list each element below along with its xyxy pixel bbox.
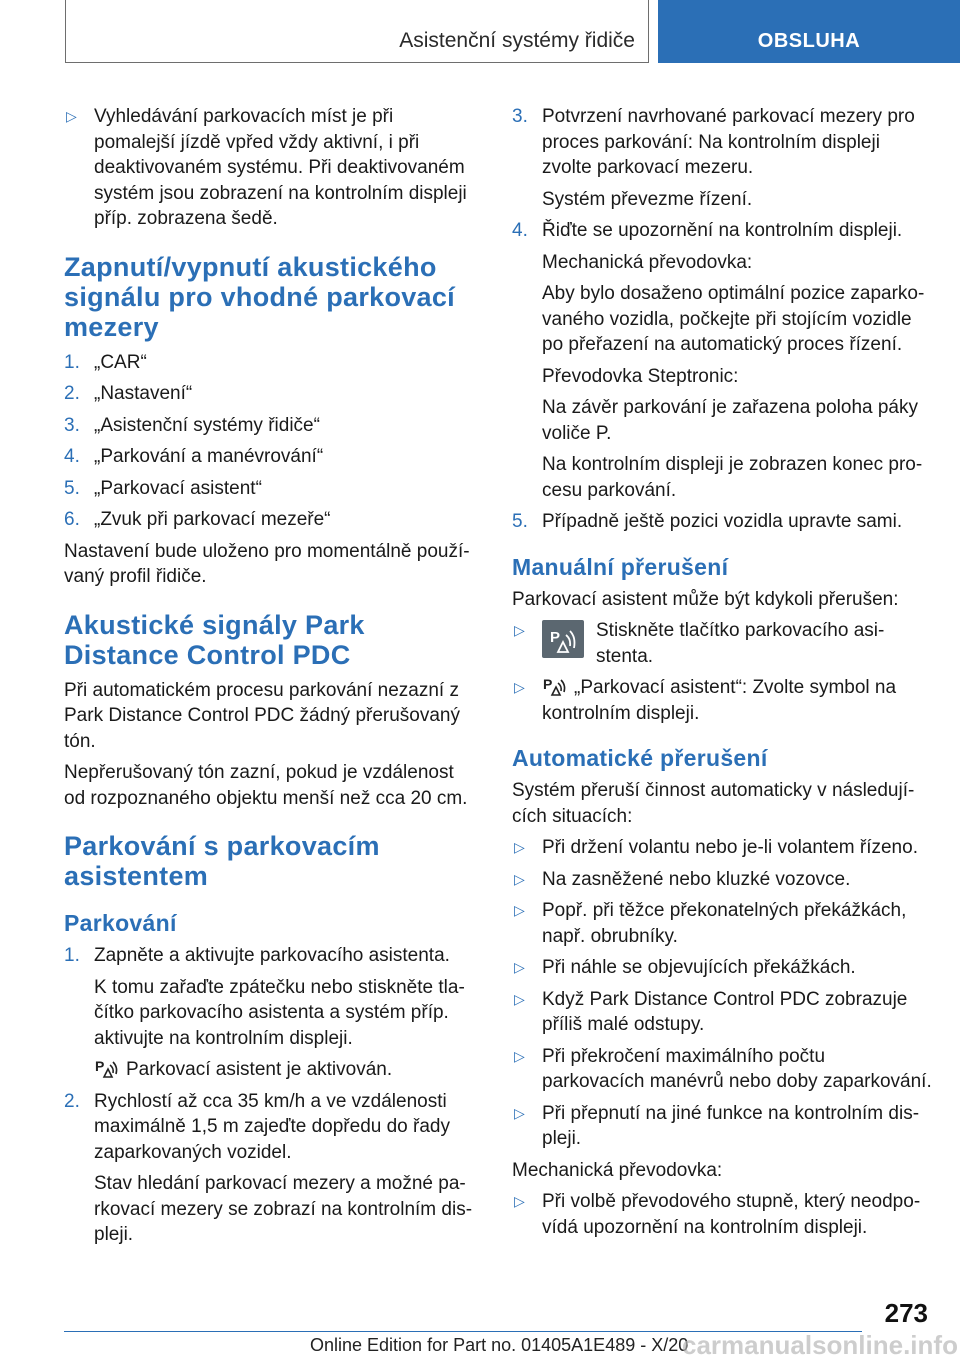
footer-edition: Online Edition for Part no. 01405A1E489 - X/20: [310, 1335, 689, 1355]
saved-note: Nastavení bude uloženo pro momentálně používaný profil řidiče.: [64, 540, 470, 587]
bullet-triangle-icon: ▷: [514, 1193, 525, 1209]
step-text: „Parkování a manévrování“: [94, 446, 324, 467]
subheading-manual-stop: Manuální přerušení: [512, 553, 729, 580]
heading-acoustic-signal: Zapnutí/vypnutí akustického signálu pro vhodné parkovací mezery: [64, 251, 455, 342]
step-number: 2.: [64, 383, 80, 404]
subheading-auto-stop: Automatické přerušení: [512, 745, 768, 771]
bullet-triangle-icon: ▷: [514, 1047, 525, 1064]
step-number: 2.: [64, 1090, 80, 1112]
subheading-parking: Parkování: [64, 910, 177, 936]
list-item: [64, 444, 478, 470]
step-icon-note: [94, 1057, 478, 1083]
heading-parking-assist: Parkování s parkovacím asistentem: [64, 831, 380, 891]
list-item-text: Popř. při těžce překonatelných překážkách, např. obrubníky.: [542, 900, 907, 947]
parking-assist-icon: [542, 675, 568, 697]
step-text: Potvrzení navrhované parkovací mezery pro proces parkování: Na kontrolním displeji zvolte parkovací mezeru.: [542, 106, 915, 178]
page-number: 273: [884, 1298, 928, 1328]
step-text: Rychlostí až cca 35 km/h a ve vzdálenosti maximálně 1,5 m zajeďte dopředu do řady zaparkovaných vozidel.: [94, 1090, 450, 1163]
list-item: [512, 987, 932, 1038]
list-item-text: Na zasněžené nebo kluzké vozovce.: [542, 868, 851, 890]
manual-gear-text: Aby bylo dosaženo optimální pozice zaparkovaného vozidla, počkejte při stojícím vozidle po přeřazení na automatický proces řízení.: [542, 283, 925, 355]
list-item: [512, 867, 932, 893]
list-item-text: Při náhle se objevujících překážkách.: [542, 957, 856, 978]
step-number: 5.: [64, 477, 80, 499]
menu-steps-list: [64, 350, 478, 533]
pdc-paragraph-2: Nepřerušovaný tón zazní, pokud je vzdálenost od rozpoznaného objektu menší než cca 20 cm.: [64, 762, 468, 809]
auto-stop-list: [512, 835, 932, 1152]
list-item: [512, 898, 932, 949]
list-item: [512, 675, 932, 726]
svg-text:P: P: [543, 676, 553, 692]
step-text: „Asistenční systémy řidiče“: [94, 414, 320, 436]
parking-assist-button-icon: [542, 620, 584, 658]
bullet-triangle-icon: ▷: [514, 1104, 525, 1121]
list-item-text: Když Park Distance Control PDC zobrazuje příliš malé odstupy.: [542, 988, 908, 1035]
svg-text:P: P: [550, 629, 561, 646]
step-number: 3.: [64, 414, 80, 436]
list-item: [64, 381, 478, 407]
bullet-triangle-icon: ▷: [514, 870, 525, 887]
step-text: „Nastavení“: [94, 383, 193, 404]
bullet-triangle-icon: ▷: [514, 622, 525, 638]
header-tab-obsluha: OBSLUHA: [658, 0, 960, 63]
manual-stop-paragraph: Parkovací asistent může být kdykoli přerušen:: [512, 588, 899, 610]
manual-stop-symbol-text: „Parkovací asistent“: Zvolte symbol na kontrolním displeji.: [542, 677, 897, 724]
list-item: [512, 955, 932, 981]
heading-pdc: Akustické signály Park Distance Control PDC: [64, 609, 365, 670]
step-detail: Stav hledání parkovací mezery a možné parkovací mezery se zobrazí na kontrolním displeji.: [94, 1173, 473, 1245]
parking-assist-icon: [94, 1057, 120, 1079]
step-number: 5.: [512, 511, 528, 532]
step-number: 1.: [64, 351, 80, 373]
manual-gear-item-text: Při volbě převodového stupně, který neodpovídá upozornění na kontrolním displeji.: [542, 1191, 921, 1238]
bullet-triangle-icon: ▷: [514, 679, 525, 695]
step-text: Případně ještě pozici vozidla upravte sami.: [542, 511, 903, 532]
step-number: 4.: [512, 220, 528, 241]
list-item: [512, 1101, 932, 1152]
step-icon-text: Parkovací asistent je aktivován.: [126, 1059, 393, 1080]
steptronic-label: Převodovka Steptronic:: [542, 365, 739, 387]
bullet-triangle-icon: ▷: [514, 839, 525, 855]
header-section-title: Asistenční systémy řidiče: [399, 29, 635, 52]
list-item-text: Při překročení maximálního počtu parkovacích manévrů nebo doby zaparkování.: [542, 1045, 932, 1092]
step-detail: K tomu zařaďte zpátečku nebo stiskněte tlačítko parkovacího asistenta a systém příp. aktivujte na kontrolním displeji.: [94, 976, 465, 1049]
bullet-triangle-icon: ▷: [514, 902, 525, 918]
list-item: [64, 476, 478, 502]
watermark-logo: carmanualsonline.info: [682, 1330, 958, 1360]
step-text: Řiďte se upozornění na kontrolním displeji.: [542, 220, 903, 241]
list-item: [64, 413, 478, 439]
list-item: [512, 218, 932, 244]
bullet-triangle-icon: ▷: [514, 990, 525, 1007]
step-number: 1.: [64, 945, 80, 966]
list-item: [512, 1044, 932, 1095]
manual-gear-label: Mechanická převodovka:: [542, 251, 753, 273]
manual-stop-button-text: Stiskněte tlačítko parkovacího asistenta.: [596, 620, 885, 667]
left-column: [64, 104, 478, 1254]
list-item: [512, 618, 932, 669]
list-item: [64, 1089, 478, 1166]
intro-bullet-text: Vyhledávání parkovacích míst je při pomalejší jízdě vpřed vždy aktivní, i při deaktivovaném systému. Při deaktivovaném systém jsou zobrazení na kontrolním displeji příp. zobrazena šedě.: [94, 106, 467, 229]
list-item: [512, 104, 932, 181]
list-item: [64, 507, 478, 533]
step-text: „Zvuk při parkovací mezeře“: [94, 509, 331, 530]
list-item: [512, 1189, 932, 1240]
step-text: „CAR“: [94, 351, 147, 373]
list-item: [64, 943, 478, 969]
step-number: 4.: [64, 446, 80, 467]
step-text: Zapněte a aktivujte parkovacího asistenta.: [94, 945, 450, 966]
right-column: [512, 104, 932, 1246]
svg-text:P: P: [95, 1058, 105, 1074]
list-item-text: Při držení volantu nebo je-li volantem řízeno.: [542, 837, 918, 858]
list-item: [512, 509, 932, 535]
step-text: „Parkovací asistent“: [94, 477, 262, 499]
end-text: Na kontrolním displeji je zobrazen konec procesu parkování.: [542, 454, 923, 501]
list-item-text: Při přepnutí na jiné funkce na kontrolním displeji.: [542, 1102, 920, 1149]
list-item: [64, 350, 478, 376]
pdc-paragraph-1: Při automatickém procesu parkování nezazní z Park Distance Control PDC žádný přerušovaný tón.: [64, 679, 461, 752]
auto-stop-paragraph: Systém přeruší činnost automaticky v následujících situacích:: [512, 780, 915, 827]
step-detail: Systém převezme řízení.: [542, 188, 753, 210]
manual-gear-section-label: Mechanická převodovka:: [512, 1159, 723, 1181]
steptronic-text: Na závěr parkování je zařazena poloha páky voliče P.: [542, 397, 919, 444]
list-item: [512, 835, 932, 861]
step-number: 6.: [64, 509, 80, 530]
bullet-triangle-icon: ▷: [66, 108, 77, 124]
bullet-triangle-icon: ▷: [514, 959, 525, 975]
step-number: 3.: [512, 106, 528, 127]
list-item: [64, 104, 478, 232]
